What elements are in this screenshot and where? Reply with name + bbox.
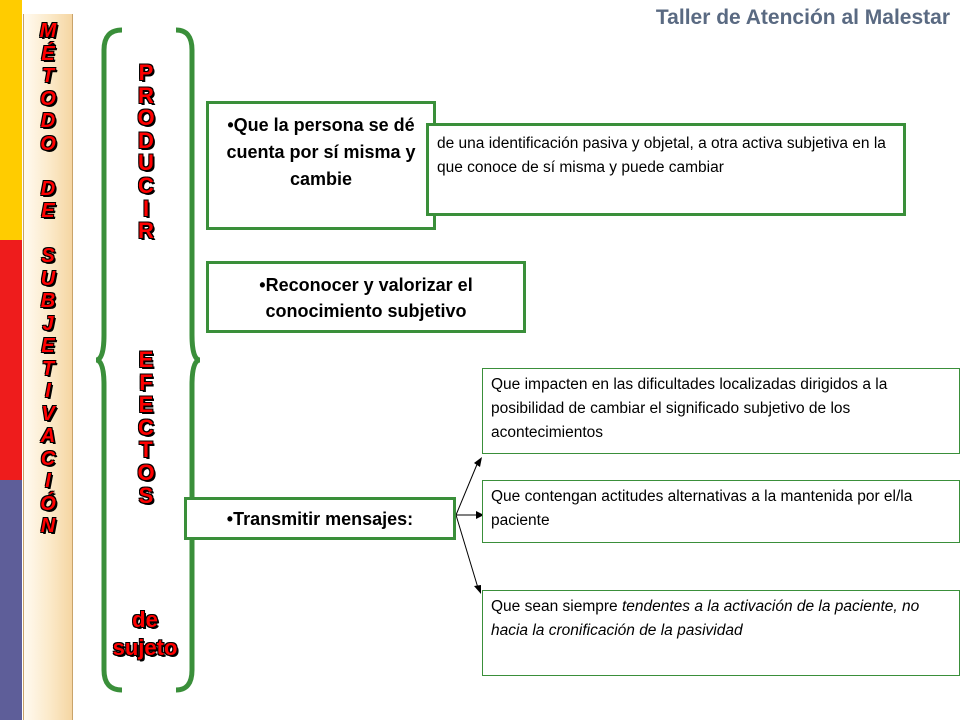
- arrowhead-impacten: [474, 457, 482, 467]
- producir-letter: R: [138, 218, 154, 244]
- producir-letter: U: [138, 150, 154, 176]
- box-reconocer: [206, 261, 526, 333]
- side-title-letter: C: [40, 447, 56, 470]
- side-title-letter: O: [40, 87, 56, 110]
- side-title-letter: D: [40, 177, 56, 200]
- side-title-letter: J: [42, 312, 54, 335]
- arrow-to-sean: [456, 515, 478, 588]
- efectos-letter: E: [138, 347, 154, 372]
- box-transmitir-text: •Transmitir mensajes:: [226, 509, 414, 529]
- side-title-letter: U: [40, 267, 56, 290]
- box-sean-italic: tendentes a la activación de la paciente, no hacia la cronificación de la pasividad: [491, 598, 920, 639]
- de-sujeto-word: [100, 606, 190, 662]
- box-identificacion-text: de una identificación pasiva y objetal, a otra activa subjetiva en la que conoce de sí misma y puede cambiar: [437, 135, 886, 176]
- arrowhead-sean: [474, 585, 481, 594]
- arrow-to-impacten: [456, 462, 478, 515]
- side-title-letter: V: [41, 402, 55, 425]
- sujeto-label: sujeto: [112, 635, 178, 660]
- efectos-letter: O: [137, 459, 155, 485]
- side-title-letter: I: [45, 470, 51, 492]
- producir-letter: C: [138, 172, 154, 198]
- box-impacten: [482, 368, 960, 454]
- box-persona-text: •Que la persona se dé cuenta por sí misma y cambie: [226, 115, 416, 189]
- efectos-word: [108, 349, 184, 507]
- side-title-letter: T: [41, 65, 55, 87]
- side-title-letter: I: [45, 380, 51, 402]
- side-title-letter: S: [41, 245, 55, 267]
- efectos-letter: T: [139, 437, 153, 463]
- efectos-letter: S: [138, 482, 154, 508]
- efectos-letter: E: [138, 392, 154, 418]
- de-label: de: [132, 607, 158, 632]
- producir-word: [108, 62, 184, 243]
- side-title-letter: Ó: [40, 492, 56, 515]
- producir-letter: P: [138, 60, 154, 85]
- efectos-letter: C: [138, 414, 154, 440]
- side-title-letter: T: [41, 357, 55, 380]
- side-title-letter: N: [40, 515, 56, 537]
- efectos-letter: F: [139, 369, 153, 395]
- producir-letter: D: [138, 127, 154, 153]
- box-reconocer-text: •Reconocer y valorizar el conocimiento subjetivo: [259, 275, 473, 321]
- side-title-letter: B: [40, 290, 56, 312]
- box-sean-prefix: Que sean siempre: [491, 598, 622, 615]
- box-transmitir: [184, 497, 456, 540]
- box-persona: [206, 101, 436, 230]
- side-title-letter: M: [39, 20, 57, 42]
- producir-letter: R: [138, 82, 154, 108]
- side-title-letter: É: [41, 42, 55, 65]
- box-identificacion: [426, 123, 906, 216]
- producir-letter: I: [142, 195, 150, 221]
- side-title-letter: E: [41, 200, 55, 222]
- box-contengan-text: Que contengan actitudes alternativas a la mantenida por el/la paciente: [491, 488, 913, 529]
- page-title: Taller de Atención al Malestar: [655, 6, 950, 29]
- producir-letter: O: [137, 105, 155, 131]
- side-title-letter: A: [40, 425, 56, 447]
- side-title-letter: D: [40, 110, 56, 132]
- box-contengan: [482, 480, 960, 543]
- side-title-letter: E: [41, 335, 55, 357]
- box-sean: [482, 590, 960, 676]
- side-title-letter: O: [40, 132, 56, 155]
- box-impacten-text: Que impacten en las dificultades localizadas dirigidos a la posibilidad de cambiar el significado subjetivo de los acontecimientos: [491, 376, 888, 441]
